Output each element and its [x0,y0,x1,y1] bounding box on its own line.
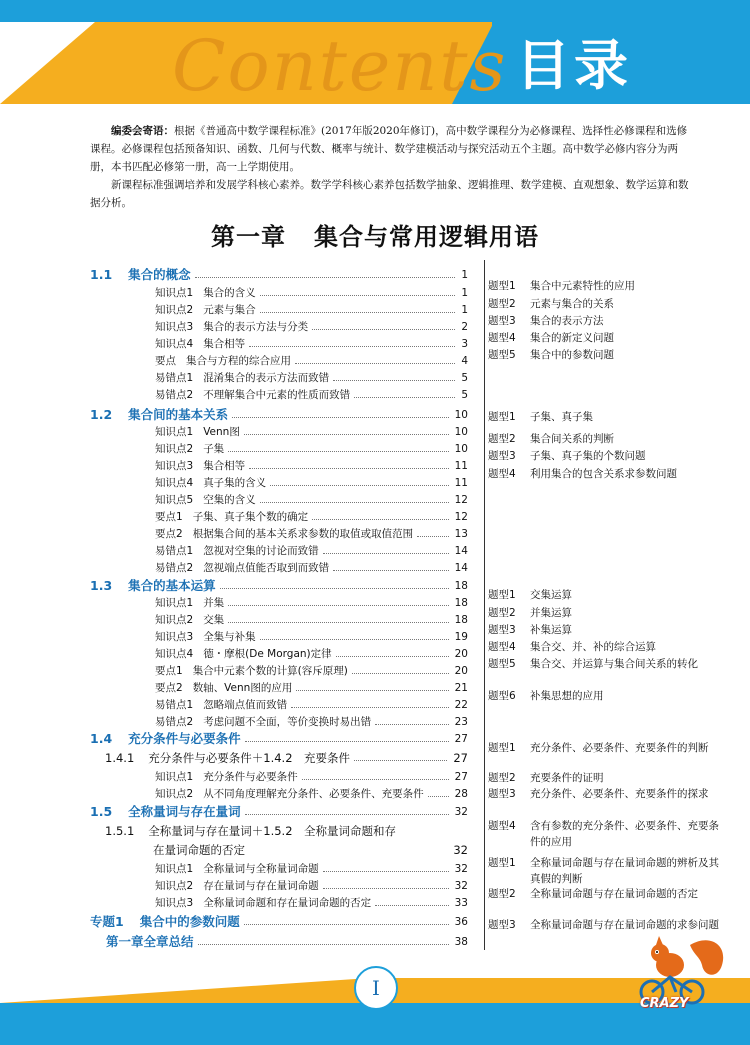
toc-page-number: 20 [454,648,468,660]
toc-page-number: 12 [454,511,468,523]
toc-page-number: 22 [454,699,468,711]
topic-label: 题型3 [488,450,516,462]
chapter-title: 集合与常用逻辑用语 [314,222,539,251]
toc-row[interactable] [0,730,480,748]
toc-row[interactable] [0,768,480,786]
toc-leader-dots [244,913,449,925]
toc-entry-title: 存在量词与存在量词命题 [203,880,319,892]
toc-entry-label [155,662,348,680]
toc-leader-dots [333,369,455,381]
toc-entry-title: 真子集的含义 [203,477,267,489]
toc-leader-dots [228,611,449,623]
topic-text: 补集思想的应用 [530,690,604,702]
topic-label: 题型5 [488,349,516,361]
toc-leader-dots [228,594,449,606]
toc-entry-number: 知识点2 [155,304,194,316]
toc-entry-title: 集合中元素个数的计算(容斥原理) [192,665,348,677]
topic-text: 充分条件、必要条件、充要条件的探求 [530,788,709,800]
toc-entry-label [105,822,396,840]
toc-row[interactable] [0,284,480,302]
toc-entry-number: 知识点2 [155,443,194,455]
toc-row[interactable] [0,860,480,878]
toc-entry-label [90,577,216,595]
toc-entry-label [90,730,241,748]
toc-entry-number: 知识点5 [155,494,194,506]
toc-row[interactable] [0,877,480,895]
topic-label: 题型3 [488,315,516,327]
toc-entry-number: 知识点1 [155,287,194,299]
toc-entry-title: 充分条件与必要条件 [128,731,241,746]
toc-entry-label [155,860,319,878]
toc-leader-dots [260,284,455,296]
toc-entry-title: 集合的表示方法与分类 [203,321,309,333]
toc-entry-title: 元素与集合 [203,304,256,316]
topic-label: 题型1 [488,857,516,869]
toc-entry-number: 1.2 [90,407,113,422]
toc-row[interactable] [0,266,480,284]
toc-entry-title: 充分条件与必要条件 [203,771,298,783]
intro-label: 编委会寄语： [111,125,174,137]
toc-entry-number: 知识点4 [155,338,194,350]
toc-entry-label [155,877,319,895]
toc-page-number: 5 [461,389,468,401]
toc-leader-dots [323,542,449,554]
toc-entry-title: 集合间的基本关系 [128,407,229,422]
toc-entry-label [155,318,308,336]
toc-entry-number: 1.4.1 [105,751,135,765]
toc-entry-title: 忽视端点值能否取到而致错 [203,562,330,574]
toc-entry-label [155,491,256,509]
toc-leader-dots [198,933,449,945]
topic-text: 含有参数的充分条件、必要条件、充要条件的应用 [530,820,719,848]
topic-label: 题型2 [488,298,516,310]
toc-row[interactable] [0,335,480,353]
toc-entry-title: 忽略端点值而致错 [203,699,288,711]
toc-entry-title: 交集 [203,614,225,626]
toc-page-number: 18 [454,597,468,609]
topic-text: 集合间关系的判断 [530,433,614,445]
topic-text: 集合中元素特性的应用 [530,280,635,292]
topic-label: 题型4 [488,641,516,653]
toc-row[interactable] [0,679,480,697]
toc-entry-number: 知识点2 [155,614,194,626]
toc-leader-dots [220,577,449,589]
toc-row[interactable] [0,611,480,629]
toc-page-number: 18 [454,580,468,592]
toc-row[interactable] [0,508,480,526]
toc-leader-dots [232,406,449,418]
topic-label: 题型3 [488,919,516,931]
topic-label: 题型1 [488,280,516,292]
toc-row[interactable] [0,696,480,714]
topic-text: 交集运算 [530,589,572,601]
toc-entry-title: 考虑问题不全面，等价变换时易出错 [203,716,372,728]
topic-text: 集合的表示方法 [530,315,604,327]
topic-text: 全称量词命题与存在量词命题的求参问题 [530,919,719,931]
toc-entry-title: 混淆集合的表示方法而致错 [203,372,330,384]
topic-text: 利用集合的包含关系求参数问题 [530,468,677,480]
toc-leader-dots [352,662,449,674]
topic-label: 题型4 [488,332,516,344]
topic-text: 充分条件、必要条件、充要条件的判断 [530,742,709,754]
toc-entry-number: 1.5.1 [105,824,135,838]
toc-entry-title: 集合相等 [203,460,246,472]
toc-leader-dots [428,785,449,797]
toc-entry-label [90,913,240,931]
toc-entry-label [155,628,256,646]
toc-entry-label [155,352,291,370]
toc-entry-title: 子集、真子集个数的确定 [192,511,309,523]
toc-entry-title: 全称量词与存在量词 [128,804,241,819]
toc-leader-dots [302,768,449,780]
toc-entry-number: 1.4 [90,731,113,746]
toc-page-number: 27 [454,771,468,783]
toc-row[interactable] [0,352,480,370]
toc-page-number: 5 [461,372,468,384]
toc-entry-title-continued: 在量词命题的否定 [153,843,245,857]
toc-row[interactable] [0,457,480,475]
toc-entry-label [155,369,329,387]
toc-entry-label [155,594,224,612]
topic-text: 集合交、并运算与集合间关系的转化 [530,658,698,670]
toc-entry-number: 1.1 [90,267,113,282]
topic-text: 集合中的参数问题 [530,349,614,361]
topic-label: 题型6 [488,690,516,702]
toc-row[interactable] [0,318,480,336]
topic-text: 集合的新定义问题 [530,332,614,344]
toc-entry-number: 知识点3 [155,897,194,909]
toc-row[interactable] [0,559,480,577]
toc-leader-dots [228,440,449,452]
toc-page-number: 32 [454,880,468,892]
toc-page-number: 20 [454,665,468,677]
toc-entry-number: 易错点2 [155,716,194,728]
toc-entry-label [90,933,194,951]
toc-entry-title: 数轴、Venn图的应用 [192,682,293,694]
toc-page-number: 14 [454,545,468,557]
toc-entry-title: 根据集合间的基本关系求参数的取值或取值范围 [192,528,414,540]
toc-row-continuation [0,841,480,859]
toc-leader-dots [244,423,449,435]
topic-text: 子集、真子集的个数问题 [530,450,646,462]
toc-entry-label [155,386,350,404]
toc-entry-number: 要点2 [155,528,183,540]
toc-entry-label [155,696,287,714]
toc-row[interactable] [0,645,480,663]
toc-page-number: 33 [454,897,468,909]
toc-page-number: 1 [461,269,468,281]
toc-leader-dots [312,318,455,330]
topic-label: 题型2 [488,888,516,900]
toc-entry-number: 易错点2 [155,389,194,401]
toc-page-number: 4 [461,355,468,367]
toc-entry-number: 要点 [155,355,176,367]
toc-leader-dots [375,713,449,725]
toc-leader-dots [323,860,449,872]
contents-watermark: Contents [172,25,508,107]
toc-row[interactable] [0,713,480,731]
toc-entry-title: 第一章全章总结 [106,934,194,949]
topic-label: 题型1 [488,589,516,601]
intro-paragraph-2: 新课程标准强调培养和发展学科核心素养。数学学科核心素养包括数学抽象、逻辑推理、数学建模、直观想象、数学运算和数据分析。 [90,179,689,209]
toc-entry-number: 知识点2 [155,788,194,800]
intro-text [90,122,690,212]
toc-entry-title: 德・摩根(De Morgan)定律 [203,648,332,660]
toc-entry-number: 知识点4 [155,648,194,660]
toc-row[interactable] [0,386,480,404]
toc-entry-label [155,542,319,560]
page-number: I [372,976,380,1000]
toc-leader-dots [336,645,449,657]
intro-paragraph-1 [90,122,690,176]
toc-leader-dots [354,386,455,398]
toc-leader-dots [354,749,447,761]
column-divider [484,260,485,950]
toc-entry-number: 知识点4 [155,477,194,489]
toc-leader-dots [417,525,449,537]
toc-page-number: 14 [454,562,468,574]
toc-row[interactable] [0,491,480,509]
topic-label: 题型1 [488,411,516,423]
toc-page-number: 32 [454,863,468,875]
footer-white-wedge [0,978,370,1003]
toc-page-number: 19 [454,631,468,643]
toc-leader-dots [245,803,449,815]
toc-leader-dots [270,474,449,486]
topic-text: 充要条件的证明 [530,772,604,784]
chapter-number: 第一章 [211,222,286,251]
toc-page-number: 36 [454,916,468,928]
toc-page-number: 28 [454,788,468,800]
toc-leader-dots [260,628,449,640]
toc-leader-dots [333,559,449,571]
topic-text: 全称量词命题与存在量词命题的否定 [530,888,698,900]
toc-entry-number: 易错点1 [155,545,194,557]
toc-entry-number: 知识点1 [155,426,194,438]
toc-entry-label [155,440,224,458]
toc-entry-number: 知识点3 [155,460,194,472]
toc-page-number: 11 [454,460,468,472]
toc-row[interactable] [0,406,480,424]
toc-row[interactable] [0,440,480,458]
topic-label: 题型5 [488,658,516,670]
toc-row[interactable] [0,894,480,912]
toc-leader-dots [296,679,449,691]
toc-entry-number: 要点1 [155,511,183,523]
toc-page-number: 38 [454,936,468,948]
toc-entry-label [155,335,245,353]
toc-page-number: 3 [461,338,468,350]
toc-entry-label [155,301,256,319]
toc-entry-title: 集合的含义 [203,287,256,299]
toc-row[interactable] [0,474,480,492]
toc-entry-number: 易错点1 [155,372,194,384]
topic-label: 题型4 [488,468,516,480]
toc-row[interactable] [0,662,480,680]
topic-label: 题型2 [488,607,516,619]
toc-entry-number: 知识点3 [155,321,194,333]
toc-entry-number: 1.3 [90,578,113,593]
toc-entry-number: 知识点1 [155,597,194,609]
toc-entry-label [90,803,241,821]
toc-entry-title: 从不同角度理解充分条件、必要条件、充要条件 [203,788,424,800]
toc-leader-dots [260,301,455,313]
intro-p1-text: 根据《普通高中数学课程标准》(2017年版2020年修订)，高中数学课程分为必修课程、选择性必修课程和选修课程。必修课程包括预备知识、函数、几何与代数、概率与统计、数学建模活动与探究活动五个主题。高中数学必修内容分为两册，本书匹配必修第一册，高一上学期使用。 [90,125,688,173]
toc-leader-dots [312,508,449,520]
toc-entry-title: 充分条件与必要条件＋1.4.2 充要条件 [148,751,351,765]
toc-leader-dots [260,491,449,503]
toc-page-number: 27 [453,751,468,765]
topic-text: 补集运算 [530,624,572,636]
toc-row[interactable] [0,577,480,595]
toc-page-number: 13 [454,528,468,540]
toc-leader-dots [245,730,449,742]
toc-page-number: 32 [453,843,468,857]
toc-row[interactable] [0,913,480,931]
toc-entry-label [155,423,240,441]
toc-entry-title: 集合相等 [203,338,246,350]
toc-entry-label [105,749,350,767]
toc-entry-number: 易错点2 [155,562,194,574]
toc-entry-title: 集合与方程的综合应用 [186,355,291,367]
toc-entry-number: 知识点1 [155,863,194,875]
toc-entry-label [155,679,292,697]
toc-page-number: 12 [454,494,468,506]
topic-label: 题型3 [488,788,516,800]
toc-entry-number: 知识点1 [155,771,194,783]
toc-row[interactable] [0,933,480,951]
toc-leader-dots [195,266,455,278]
toc-row[interactable] [0,594,480,612]
topic-label: 题型1 [488,742,516,754]
page-title: 目录 [516,34,632,97]
toc-entry-number: 易错点1 [155,699,194,711]
toc-page-number: 18 [454,614,468,626]
toc-row[interactable] [0,749,480,767]
toc-entry-title: 集合中的参数问题 [139,914,240,929]
toc-row[interactable] [0,525,480,543]
toc-entry-title: 集合的基本运算 [128,578,216,593]
toc-entry-number: 要点1 [155,665,183,677]
toc-page-number: 1 [461,304,468,316]
topic-text: 集合交、并、补的综合运算 [530,641,656,653]
toc-entry-label [155,508,308,526]
toc-entry-label [155,768,298,786]
toc-entry-title: 空集的含义 [203,494,256,506]
chapter-heading [0,217,750,252]
toc-entry-title: 全集与补集 [203,631,256,643]
toc-entry-number: 要点2 [155,682,183,694]
toc-page-number: 2 [461,321,468,333]
toc-entry-number: 专题1 [90,914,124,929]
toc-entry-label [155,611,224,629]
toc-row[interactable] [0,301,480,319]
mascot-label: CRAZY [640,996,689,1011]
toc-page-number: 10 [454,409,468,421]
toc-entry-title: 集合的概念 [128,267,191,282]
toc-entry-title: 忽视对空集的讨论而致错 [203,545,319,557]
toc-row[interactable] [0,785,480,803]
toc-entry-number: 知识点2 [155,880,194,892]
toc-entry-title: 全称量词与全称量词命题 [203,863,319,875]
toc-row[interactable] [0,542,480,560]
toc-leader-dots [375,894,449,906]
topic-text: 子集、真子集 [530,411,593,423]
toc-page-number: 27 [454,733,468,745]
toc-page-number: 1 [461,287,468,299]
toc-entry-label [155,457,245,475]
toc-entry-label [155,645,332,663]
toc-page-number: 11 [454,477,468,489]
topic-text: 并集运算 [530,607,572,619]
toc-row[interactable] [0,628,480,646]
toc-page-number: 32 [454,806,468,818]
toc-entry-label [155,713,371,731]
topic-label: 题型2 [488,433,516,445]
toc-entry-number: 知识点3 [155,631,194,643]
toc-entry-label [90,266,191,284]
topic-label: 题型2 [488,772,516,784]
topic-label: 题型3 [488,624,516,636]
toc-entry-title: 子集 [203,443,225,455]
toc-entry-title: 全称量词命题和存在量词命题的否定 [203,897,372,909]
toc-entry-title: 全称量词与存在量词＋1.5.2 全称量词命题和存 [148,824,397,838]
topic-label: 题型4 [488,820,516,832]
toc-leader-dots [291,696,449,708]
toc-row[interactable] [0,423,480,441]
toc-entry-title: 不理解集合中元素的性质而致错 [203,389,351,401]
toc-entry-label [155,525,413,543]
toc-leader-dots [249,335,455,347]
toc-entry-label [155,474,266,492]
topic-text: 全称量词命题与存在量词命题的辨析及其真假的判断 [530,857,719,885]
toc-leader-dots [295,352,455,364]
toc-entry-label [90,406,228,424]
toc-page-number: 23 [454,716,468,728]
toc-entry-label [155,894,371,912]
header-top-stripe [0,0,750,22]
toc-entry-label [155,559,329,577]
toc-page-number: 10 [454,426,468,438]
toc-row[interactable] [0,369,480,387]
toc-entry-number: 1.5 [90,804,113,819]
toc-page-number: 21 [454,682,468,694]
toc-leader-dots [323,877,449,889]
toc-entry-title: 并集 [203,597,225,609]
toc-row[interactable] [0,803,480,821]
toc-entry-label [155,284,256,302]
toc-leader-dots [249,457,449,469]
toc-entry-title: Venn图 [203,426,240,438]
topic-text: 元素与集合的关系 [530,298,614,310]
toc-page-number: 10 [454,443,468,455]
header-wedge [0,22,95,104]
toc-entry-label [155,785,424,803]
